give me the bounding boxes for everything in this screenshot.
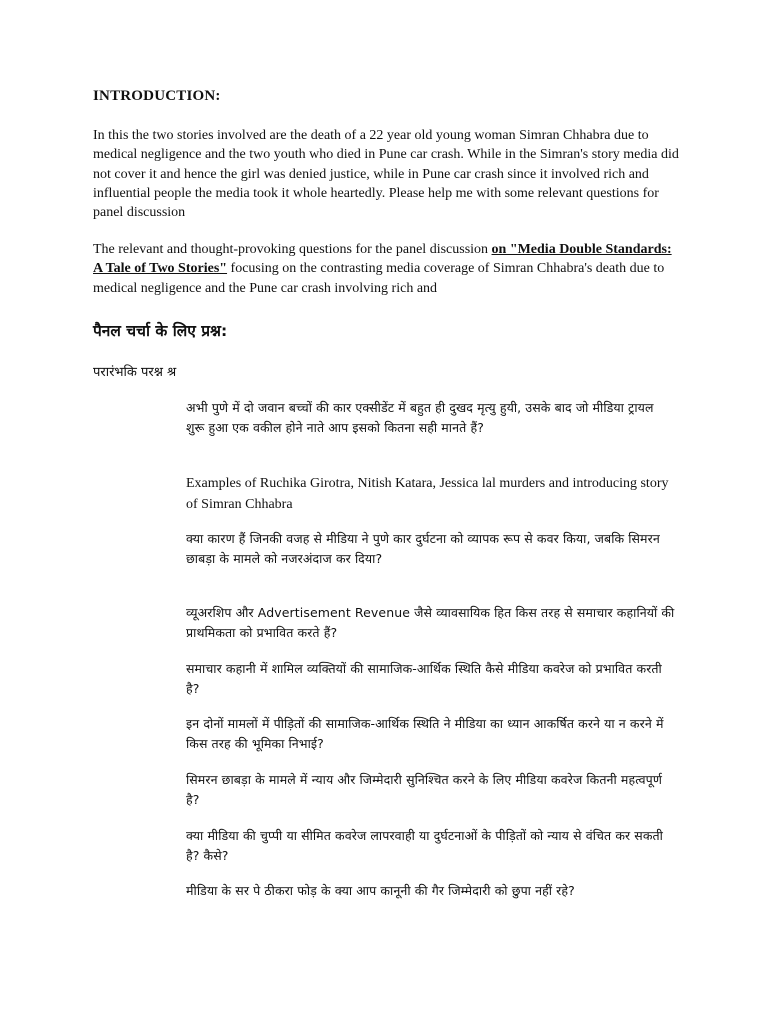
question-item: समाचार कहानी में शामिल व्यक्तियों की सामाजिक-आर्थिक स्थिति कैसे मीडिया कवरेज को प्रभावित करती है? [186,661,662,696]
question-item: इन दोनों मामलों में पीड़ितों की सामाजिक-आर्थिक स्थिति ने मीडिया का ध्यान आकर्षित करने या न करने में किस तरह की भूमिका निभाई? [186,716,664,751]
question-item: व्यूअरशिप और Advertisement Revenue जैसे व्यावसायिक हित किस तरह से समाचार कहानियों की प्राथमिकता को प्रभावित करते हैं? [186,605,675,640]
panel-paragraph-tail: focusing on the contrasting media coverage of Simran Chhabra's death due to medical negligence and the Pune car crash involving rich and [93,261,665,296]
panel-topic-emphasis: on "Media Double Standards: A Tale of Two Stories" [93,242,672,277]
initial-questions-label: परारंभकि परश्न श्र [93,365,177,380]
panel-paragraph [93,240,683,298]
panel-questions-heading: पैनल चर्चा के लिए प्रश्न: [93,322,228,340]
question-item: क्या कारण हैं जिनकी वजह से मीडिया ने पुणे कार दुर्घटना को व्यापक रूप से कवर किया, जबकि सिमरन छाबड़ा के मामले को नजरअंदाज कर दिया? [186,531,660,566]
question-item: मीडिया के सर पे ठीकरा फोड़ के क्या आप कानूनी की गैर जिम्मेदारी को छुपा नहीं रहे? [186,883,575,898]
introduction-heading: INTRODUCTION: [93,88,221,104]
question-item: Examples of Ruchika Girotra, Nitish Katara, Jessica lal murders and introducing story of Simran Chhabra [186,476,669,512]
question-item: अभी पुणे में दो जवान बच्चों की कार एक्सीडेंट में बहुत ही दुखद मृत्यु हुयी, उसके बाद जो मीडिया ट्रायल शुरू हुआ एक वकील होने नाते आप इसको कितना सही मानते हैं? [186,400,654,435]
panel-paragraph-lead: The relevant and thought-provoking questions for the panel discussion [93,242,492,257]
question-item: क्या मीडिया की चुप्पी या सीमित कवरेज लापरवाही या दुर्घटनाओं के पीड़ितों को न्याय से वंचित कर सकती है? कैसे? [186,828,664,863]
intro-paragraph: In this the two stories involved are the death of a 22 year old young woman Simran Chhabra due to medical negligence and the two youth who died in Pune car crash. While in the Simran's story media did not cover it and hence the girl was denied justice, while in Pune car crash since it involved rich and influential people the media took it whole heartedly. Please help me with some relevant questions for panel discussion [93,128,679,221]
question-item: सिमरन छाबड़ा के मामले में न्याय और जिम्मेदारी सुनिश्चित करने के लिए मीडिया कवरेज कितनी महत्वपूर्ण है? [186,772,663,807]
